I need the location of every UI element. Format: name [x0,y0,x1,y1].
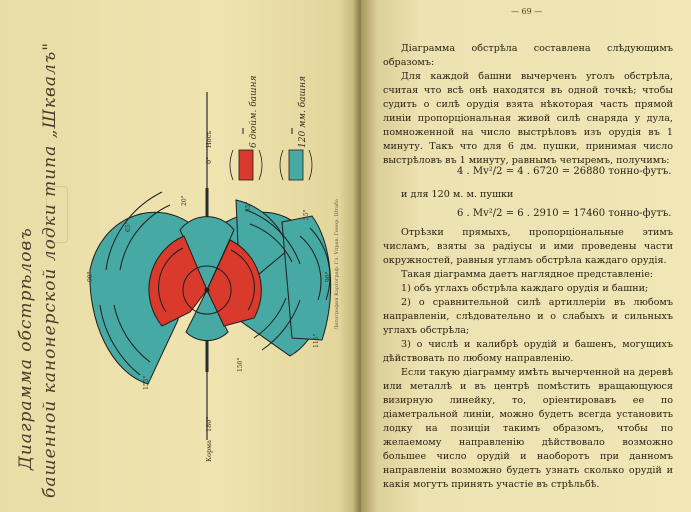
diagram-title-line1: Диаграмма обстрѣловъ [16,227,36,470]
legend-label-6in: 6 дюйм. башня [249,75,259,148]
page-number: — 69 — [511,7,543,16]
legend-swatch-6in [239,150,253,180]
list-item-3: 3) о числѣ и калибрѣ орудій и башенъ, могущихъ дѣйствовать по любому направленію. [383,339,673,364]
printer-note: Литография Картограф. Гл. Управ. Генер. Штаба [334,199,340,330]
legend-swatch-120mm [289,150,303,180]
list-item-1: 1) объ углахъ обстрѣла каждаго орудія и башни; [401,283,649,294]
angle-label: 90° [87,271,94,282]
right-page [361,0,691,512]
paragraph-120mm: и для 120 м. м. пушки [401,189,514,200]
text-block-top [383,42,673,168]
angle-label: 35° [245,201,252,212]
angle-label: 150° [237,357,244,372]
axis-label-stern: Корма [205,439,213,462]
axis-label-bow: Носъ [205,130,213,148]
legend-label-120mm: 120 мм. башня [298,76,308,148]
text-block-bottom [383,226,673,492]
list-item-2: 2) о сравнительной силѣ артиллеріи въ любомъ направленіи, слѣдовательно и о слабыхъ и сильныхъ углахъ обстрѣла; [383,297,673,336]
angle-label: 20° [181,195,188,206]
diagram-center [205,288,210,293]
paragraph-summary: Такая діаграмма даетъ наглядное представленіе: [401,269,654,280]
angle-label: 55° [303,209,310,220]
angle-label: 65° [125,221,132,232]
paragraph-radii: Отрѣзки прямыхъ, пропорціональные этимъ числамъ, взяты за радіусы и ими проведены части окружностей, равныя угламъ обстрѣла каждаго орудія. [383,227,673,266]
angle-label: 90° [325,271,332,282]
text-block-mid [383,188,583,202]
axis-label-bow-deg: 0° [205,156,213,164]
formula-120mm: 6 . Mv²/2 = 6 . 2910 = 17460 тонно-футъ. [457,208,672,219]
axis-label-stern-deg: 180° [205,416,213,432]
diagram-title-line2: башенной канонерской лодки типа „Шквалъ" [40,41,60,498]
paragraph-method: Для каждой башни вычерченъ уголъ обстрѣла, считая что всѣ онѣ находятся въ одной точкѣ; чтобы судить о силѣ орудія взята нѣкоторая часть прямой линіи пропорціональная живой силѣ снаряда у дула, помноженной на число выстрѣловъ изъ орудія въ 1 минуту. Такъ что для 6 дм. пушки, принимая число выстрѣловъ въ 1 минуту, равнымъ четыремъ, получимъ: [383,71,673,166]
angle-label: 115° [313,333,320,348]
paragraph-usage: Если такую діаграмму имѣть вычерченной на деревѣ или металлѣ и въ центрѣ помѣстить вращающуюся визирную линейку, то, оріентировавъ ее по діаметральной линіи, можно будетъ всегда установить лодку на позиціи такимъ образомъ, чтобы по желаемому направленію дѣйствовало возможно большее число орудій и наоборотъ при данномъ направленіи возможно будетъ узнать сколько орудій и какія могутъ принять участіе въ стрѣльбѣ. [383,367,673,490]
paragraph-intro: Діаграмма обстрѣла составлена слѣдующимъ образомъ: [383,43,673,68]
angle-label: 155° [143,375,150,390]
formula-6in: 4 . Mv²/2 = 4 . 6720 = 26880 тонно-футъ. [457,166,672,177]
